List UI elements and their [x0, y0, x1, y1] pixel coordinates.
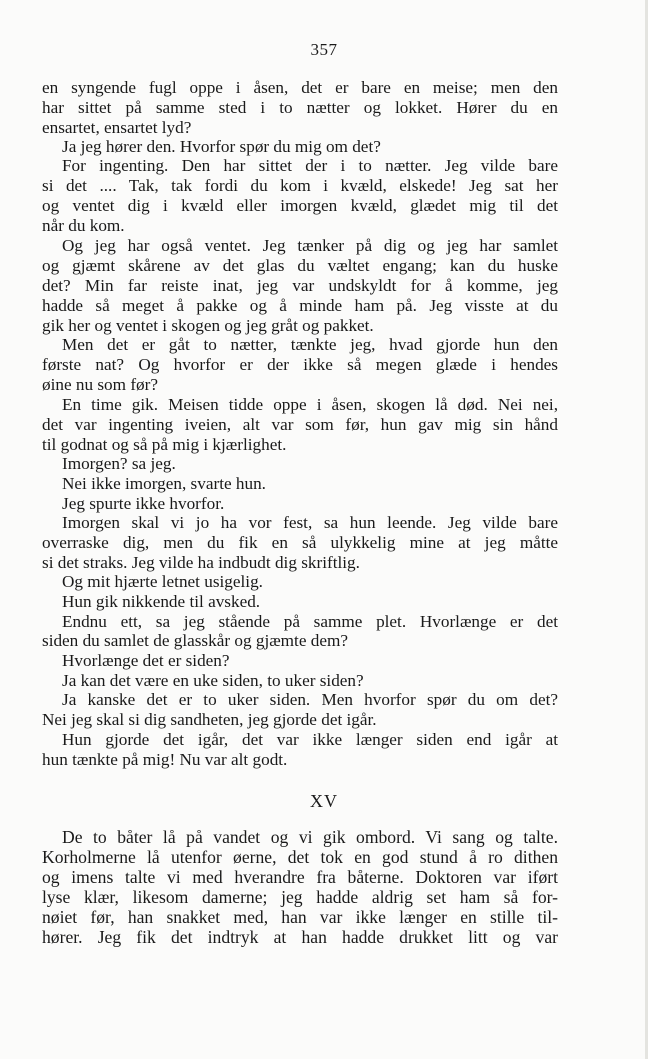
- text-line: Nei ikke imorgen, svarte hun.: [62, 474, 266, 493]
- text-line: Ja kan det være en uke siden, to uker siden?: [62, 671, 364, 690]
- text-line: og imens talte vi med hverandre fra båterne. Doktoren var iført: [42, 867, 558, 887]
- text-line: og ventet dig i kvæld eller imorgen kvæld, glædet mig til det: [42, 196, 558, 215]
- text-line: Ja jeg hører den. Hvorfor spør du mig om det?: [62, 137, 381, 156]
- text-line: Imorgen skal vi jo ha vor fest, sa hun leende. Jeg vilde bare: [62, 513, 558, 532]
- text-line: siden du samlet de glasskår og gjæmte dem?: [42, 631, 348, 650]
- text-line: ensartet, ensartet lyd?: [42, 118, 192, 137]
- text-line: Ja kanske det er to uker siden. Men hvorfor spør du om det?: [62, 690, 558, 709]
- text-line: overraske dig, men du fik en så ulykkelig mine at jeg måtte: [42, 533, 558, 552]
- text-line: det var ingenting iveien, alt var som før, hun gav mig sin hånd: [42, 415, 558, 434]
- text-line: hører. Jeg fik det indtryk at han hadde drukket litt og var: [42, 927, 558, 947]
- text-line: Korholmerne lå utenfor øerne, det tok en god stund å ro dithen: [42, 847, 558, 867]
- text-line: Og mit hjærte letnet usigelig.: [62, 572, 263, 591]
- text-line: Hun gjorde det igår, det var ikke længer siden end igår at: [62, 730, 558, 749]
- text-line: når du kom.: [42, 216, 125, 235]
- text-line: si det .... Tak, tak fordi du kom i kvæld, elskede! Jeg sat her: [42, 176, 558, 195]
- text-line: øine nu som før?: [42, 375, 158, 394]
- text-line: si det straks. Jeg vilde ha indbudt dig skriftlig.: [42, 553, 360, 572]
- text-line: gik her og ventet i skogen og jeg gråt og pakket.: [42, 316, 374, 335]
- text-line: det? Min far reiste inat, jeg var undskyldt for å komme, jeg: [42, 276, 558, 295]
- text-line: har sittet på samme sted i to nætter og lokket. Hører du en: [42, 98, 558, 117]
- text-line: For ingenting. Den har sittet der i to nætter. Jeg vilde bare: [62, 156, 558, 175]
- text-line: lyse klær, likesom damerne; jeg hadde aldrig set ham så for-: [42, 887, 558, 907]
- text-line: hun tænkte på mig! Nu var alt godt.: [42, 750, 288, 769]
- text-line: Hun gik nikkende til avsked.: [62, 592, 261, 611]
- text-line: og gjæmt skårene av det glas du væltet engang; kan du huske: [42, 256, 558, 275]
- text-line: De to båter lå på vandet og vi gik ombord. Vi sang og talte.: [62, 827, 558, 847]
- text-line: til godnat og så på mig i kjærlighet.: [42, 435, 287, 454]
- text-line: Men det er gåt to nætter, tænkte jeg, hvad gjorde hun den: [62, 335, 558, 354]
- text-line: en syngende fugl oppe i åsen, det er bare en meise; men den: [42, 78, 558, 97]
- page-number: 357: [310, 40, 338, 59]
- chapter-heading: XV: [310, 791, 338, 811]
- text-line: Hvorlænge det er siden?: [62, 651, 230, 670]
- text-line: Og jeg har også ventet. Jeg tænker på dig og jeg har samlet: [62, 236, 558, 255]
- text-line: Jeg spurte ikke hvorfor.: [62, 494, 225, 513]
- text-line: Endnu ett, sa jeg stående på samme plet. Hvorlænge er det: [62, 612, 558, 631]
- text-line: nøiet før, han snakket med, han var ikke længer en stille til-: [42, 907, 558, 927]
- text-line: En time gik. Meisen tidde oppe i åsen, skogen lå død. Nei nei,: [62, 395, 558, 414]
- text-line: første nat? Og hvorfor er der ikke så megen glæde i hendes: [42, 355, 558, 374]
- text-line: Nei jeg skal si dig sandheten, jeg gjorde det igår.: [42, 710, 377, 729]
- text-line: Imorgen? sa jeg.: [62, 454, 176, 473]
- text-line: hadde så meget å pakke og å minde ham på. Jeg visste at du: [42, 296, 558, 315]
